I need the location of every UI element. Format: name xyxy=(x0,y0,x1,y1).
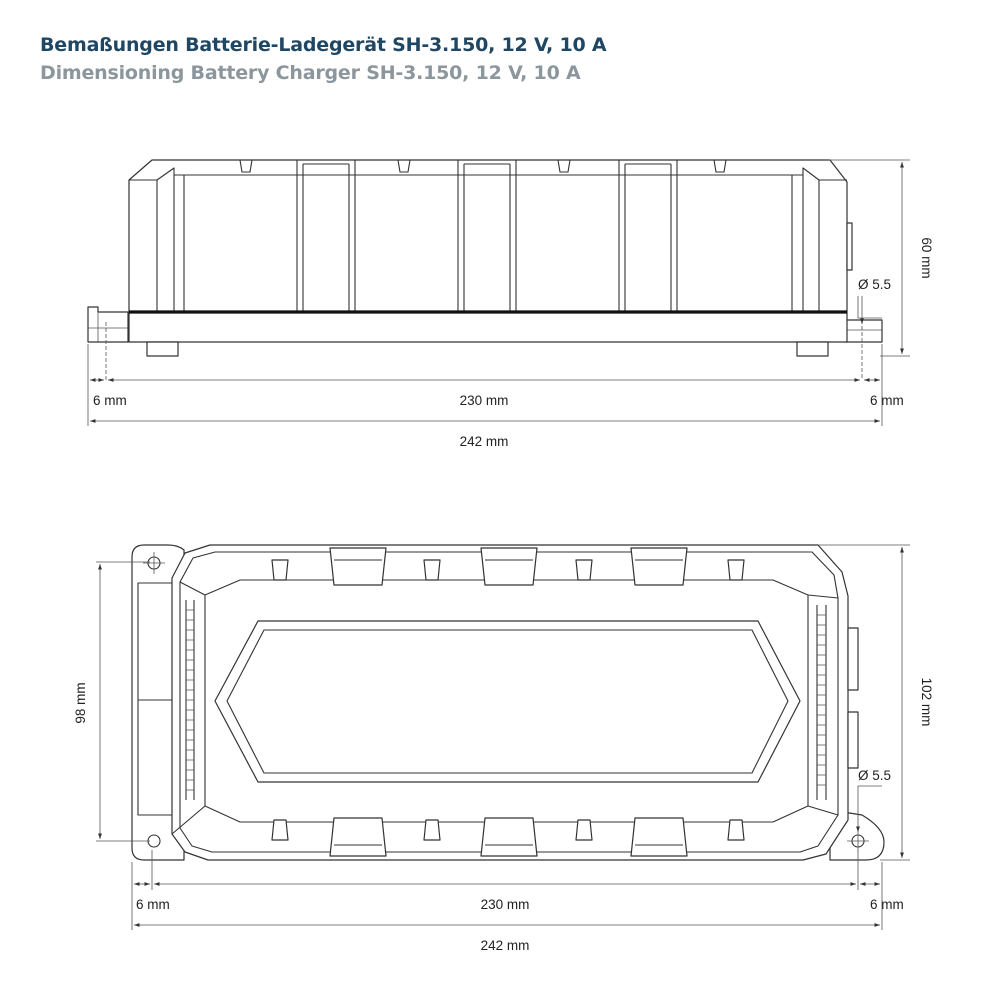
top-left-grille xyxy=(186,600,194,800)
side-view xyxy=(88,160,934,449)
side-left-foot xyxy=(147,342,178,356)
top-cable-port-lower xyxy=(848,712,858,768)
side-housing xyxy=(129,160,847,312)
top-overall-length-label: 242 mm xyxy=(480,938,530,953)
top-cable-port-upper xyxy=(848,628,858,690)
top-hole-spacing-label: 230 mm xyxy=(480,897,530,912)
side-left-mounting-tab xyxy=(88,307,128,380)
side-base xyxy=(129,312,847,342)
top-left-offset-label: 6 mm xyxy=(136,897,170,912)
side-cable-port xyxy=(847,223,852,270)
side-hole-diameter-label: Ø 5.5 xyxy=(858,277,892,292)
side-left-offset-label: 6 mm xyxy=(93,393,127,408)
side-height-label: 60 mm xyxy=(919,237,934,279)
top-right-offset-label: 6 mm xyxy=(870,897,904,912)
top-ribs-upper xyxy=(272,548,744,585)
top-view xyxy=(73,545,934,953)
page-title: Bemaßungen Batterie-Ladegerät SH-3.150, 12 V, 10 A xyxy=(40,34,607,56)
top-display-panel xyxy=(215,621,800,782)
side-right-mounting-tab xyxy=(845,320,882,380)
top-hole-diameter-label: Ø 5.5 xyxy=(858,768,892,783)
side-right-foot xyxy=(797,342,828,356)
side-right-offset-label: 6 mm xyxy=(870,393,904,408)
top-outer-width-label: 102 mm xyxy=(919,677,934,727)
top-ribs-lower xyxy=(272,818,744,856)
page-subtitle: Dimensioning Battery Charger SH-3.150, 12 V, 10 A xyxy=(40,62,581,84)
side-overall-length-label: 242 mm xyxy=(459,434,509,449)
top-inner-width-label: 98 mm xyxy=(73,682,88,724)
side-hole-spacing-label: 230 mm xyxy=(459,393,509,408)
